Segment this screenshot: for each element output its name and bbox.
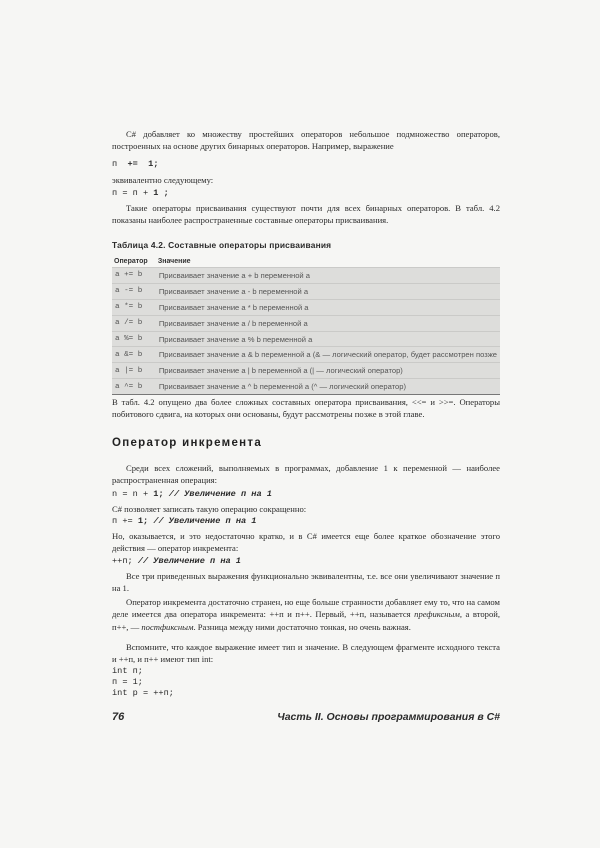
code-compound-example <box>112 159 158 170</box>
table-row <box>112 299 500 315</box>
code-line-3 <box>112 556 241 567</box>
code-token: += <box>127 159 138 169</box>
description-cell: Присваивает значение a % b переменной a <box>156 331 500 347</box>
code-expanded-example <box>112 188 169 199</box>
operator-cell: a /= b <box>112 315 156 331</box>
table-row <box>112 268 500 284</box>
description-cell: Присваивает значение a * b переменной a <box>156 299 500 315</box>
operator-cell: a -= b <box>112 283 156 299</box>
compound-operators-table <box>112 255 500 395</box>
code-line-2 <box>112 516 256 527</box>
description-cell: Присваивает значение a / b переменной a <box>156 315 500 331</box>
operators-paragraph: Такие операторы присваивания существуют почти для всех бинарных операторов. В табл. 4.2 показаны наиболее распространенные составные операторы присваивания. <box>112 203 500 226</box>
code-token: ++п; <box>112 556 133 566</box>
equivalence-paragraph: Все три приведенных выражения функционально эквивалентны, т.е. все они увеличивают значение п на 1. <box>112 571 500 594</box>
after-table-paragraph: В табл. 4.2 опущено два более сложных составных оператора присваивания, <<= и >>=. Операторы побитового сдвига, на которых они основаны, будут рассмотрены позже в этой главе. <box>112 397 500 420</box>
column-header-value: Значение <box>156 255 500 268</box>
table-row <box>112 283 500 299</box>
paragraph-text: Оператор инкремента достаточно странен, но еще больше странности добавляет ему то, что на самом деле имеется два оператора инкремента: ++п и п++. Первый, ++п, называется <box>112 597 500 620</box>
description-cell: Присваивает значение a + b переменной a <box>156 268 500 284</box>
code-line-5: п = 1; <box>112 677 143 687</box>
code-token: п += <box>112 516 133 526</box>
table-row <box>112 347 500 363</box>
description-cell: Присваивает значение a & b переменной a (& — логический оператор, будет рассмотрен позже <box>156 347 500 363</box>
increment-intro-paragraph: Среди всех сложений, выполняемых в программах, добавление 1 к переменной — наиболее распространенная операция: <box>112 463 500 486</box>
code-comment: // Увеличение п на 1 <box>168 489 272 499</box>
operator-cell: a |= b <box>112 363 156 379</box>
code-line-6: int p = ++п; <box>112 688 174 698</box>
code-token: 1; <box>153 489 164 499</box>
operator-cell: a %= b <box>112 331 156 347</box>
intro-paragraph: C# добавляет ко множеству простейших операторов небольшое подмножество операторов, построенных на основе других бинарных операторов. Например, выражение <box>112 129 500 152</box>
table-row <box>112 331 500 347</box>
operator-cell: a &= b <box>112 347 156 363</box>
shorthand-text: C# позволяет записать такую операцию сокращенно: <box>112 504 307 514</box>
code-comment: // Увеличение п на 1 <box>137 556 241 566</box>
postfix-term: постфиксным <box>141 621 194 632</box>
code-token: ; <box>163 188 169 198</box>
description-cell: Присваивает значение a ^ b переменной a (^ — логический оператор) <box>156 379 500 395</box>
code-token: 1; <box>148 159 159 169</box>
code-token: 1; <box>137 516 149 526</box>
section-heading: Оператор инкремента <box>112 437 263 449</box>
paragraph-text: , а второй, п++, — <box>112 609 500 632</box>
description-cell: Присваивает значение a - b переменной a <box>156 283 500 299</box>
operator-cell: a ^= b <box>112 379 156 395</box>
book-page <box>112 0 500 848</box>
column-header-operator: Оператор <box>112 255 156 268</box>
chapter-title: Часть II. Основы программирования в C# <box>277 711 500 723</box>
code-line-4: int п; <box>112 666 143 676</box>
code-comment: // Увеличение п на 1 <box>153 516 257 526</box>
code-token: п <box>112 159 118 169</box>
code-token: 1 <box>153 188 159 198</box>
prefix-term: префиксным <box>414 609 460 620</box>
prefix-postfix-paragraph <box>112 596 500 633</box>
paragraph-text: . Разница между ними достаточно тонкая, но очень важная. <box>193 621 411 632</box>
increment-operator-paragraph: Но, оказывается, и это недостаточно кратко, и в C# имеется еще более краткое обозначение этого действия — оператор инкремента: <box>112 531 500 554</box>
table-row <box>112 315 500 331</box>
table-row <box>112 379 500 395</box>
code-line-1 <box>112 489 272 500</box>
page-number: 76 <box>112 711 125 723</box>
code-token: п = п + <box>112 188 149 198</box>
operator-cell: a *= b <box>112 299 156 315</box>
type-value-paragraph: Вспомните, что каждое выражение имеет тип и значение. В следующем фрагменте исходного текста и ++п, и п++ имеют тип int: <box>112 642 500 665</box>
table-row <box>112 363 500 379</box>
equivalent-text: эквивалентно следующему: <box>112 175 214 185</box>
code-token: n = n + <box>112 489 149 499</box>
description-cell: Присваивает значение a | b переменной a (| — логический оператор) <box>156 363 500 379</box>
table-caption: Таблица 4.2. Составные операторы присваивания <box>112 240 332 250</box>
operator-cell: a += b <box>112 268 156 284</box>
